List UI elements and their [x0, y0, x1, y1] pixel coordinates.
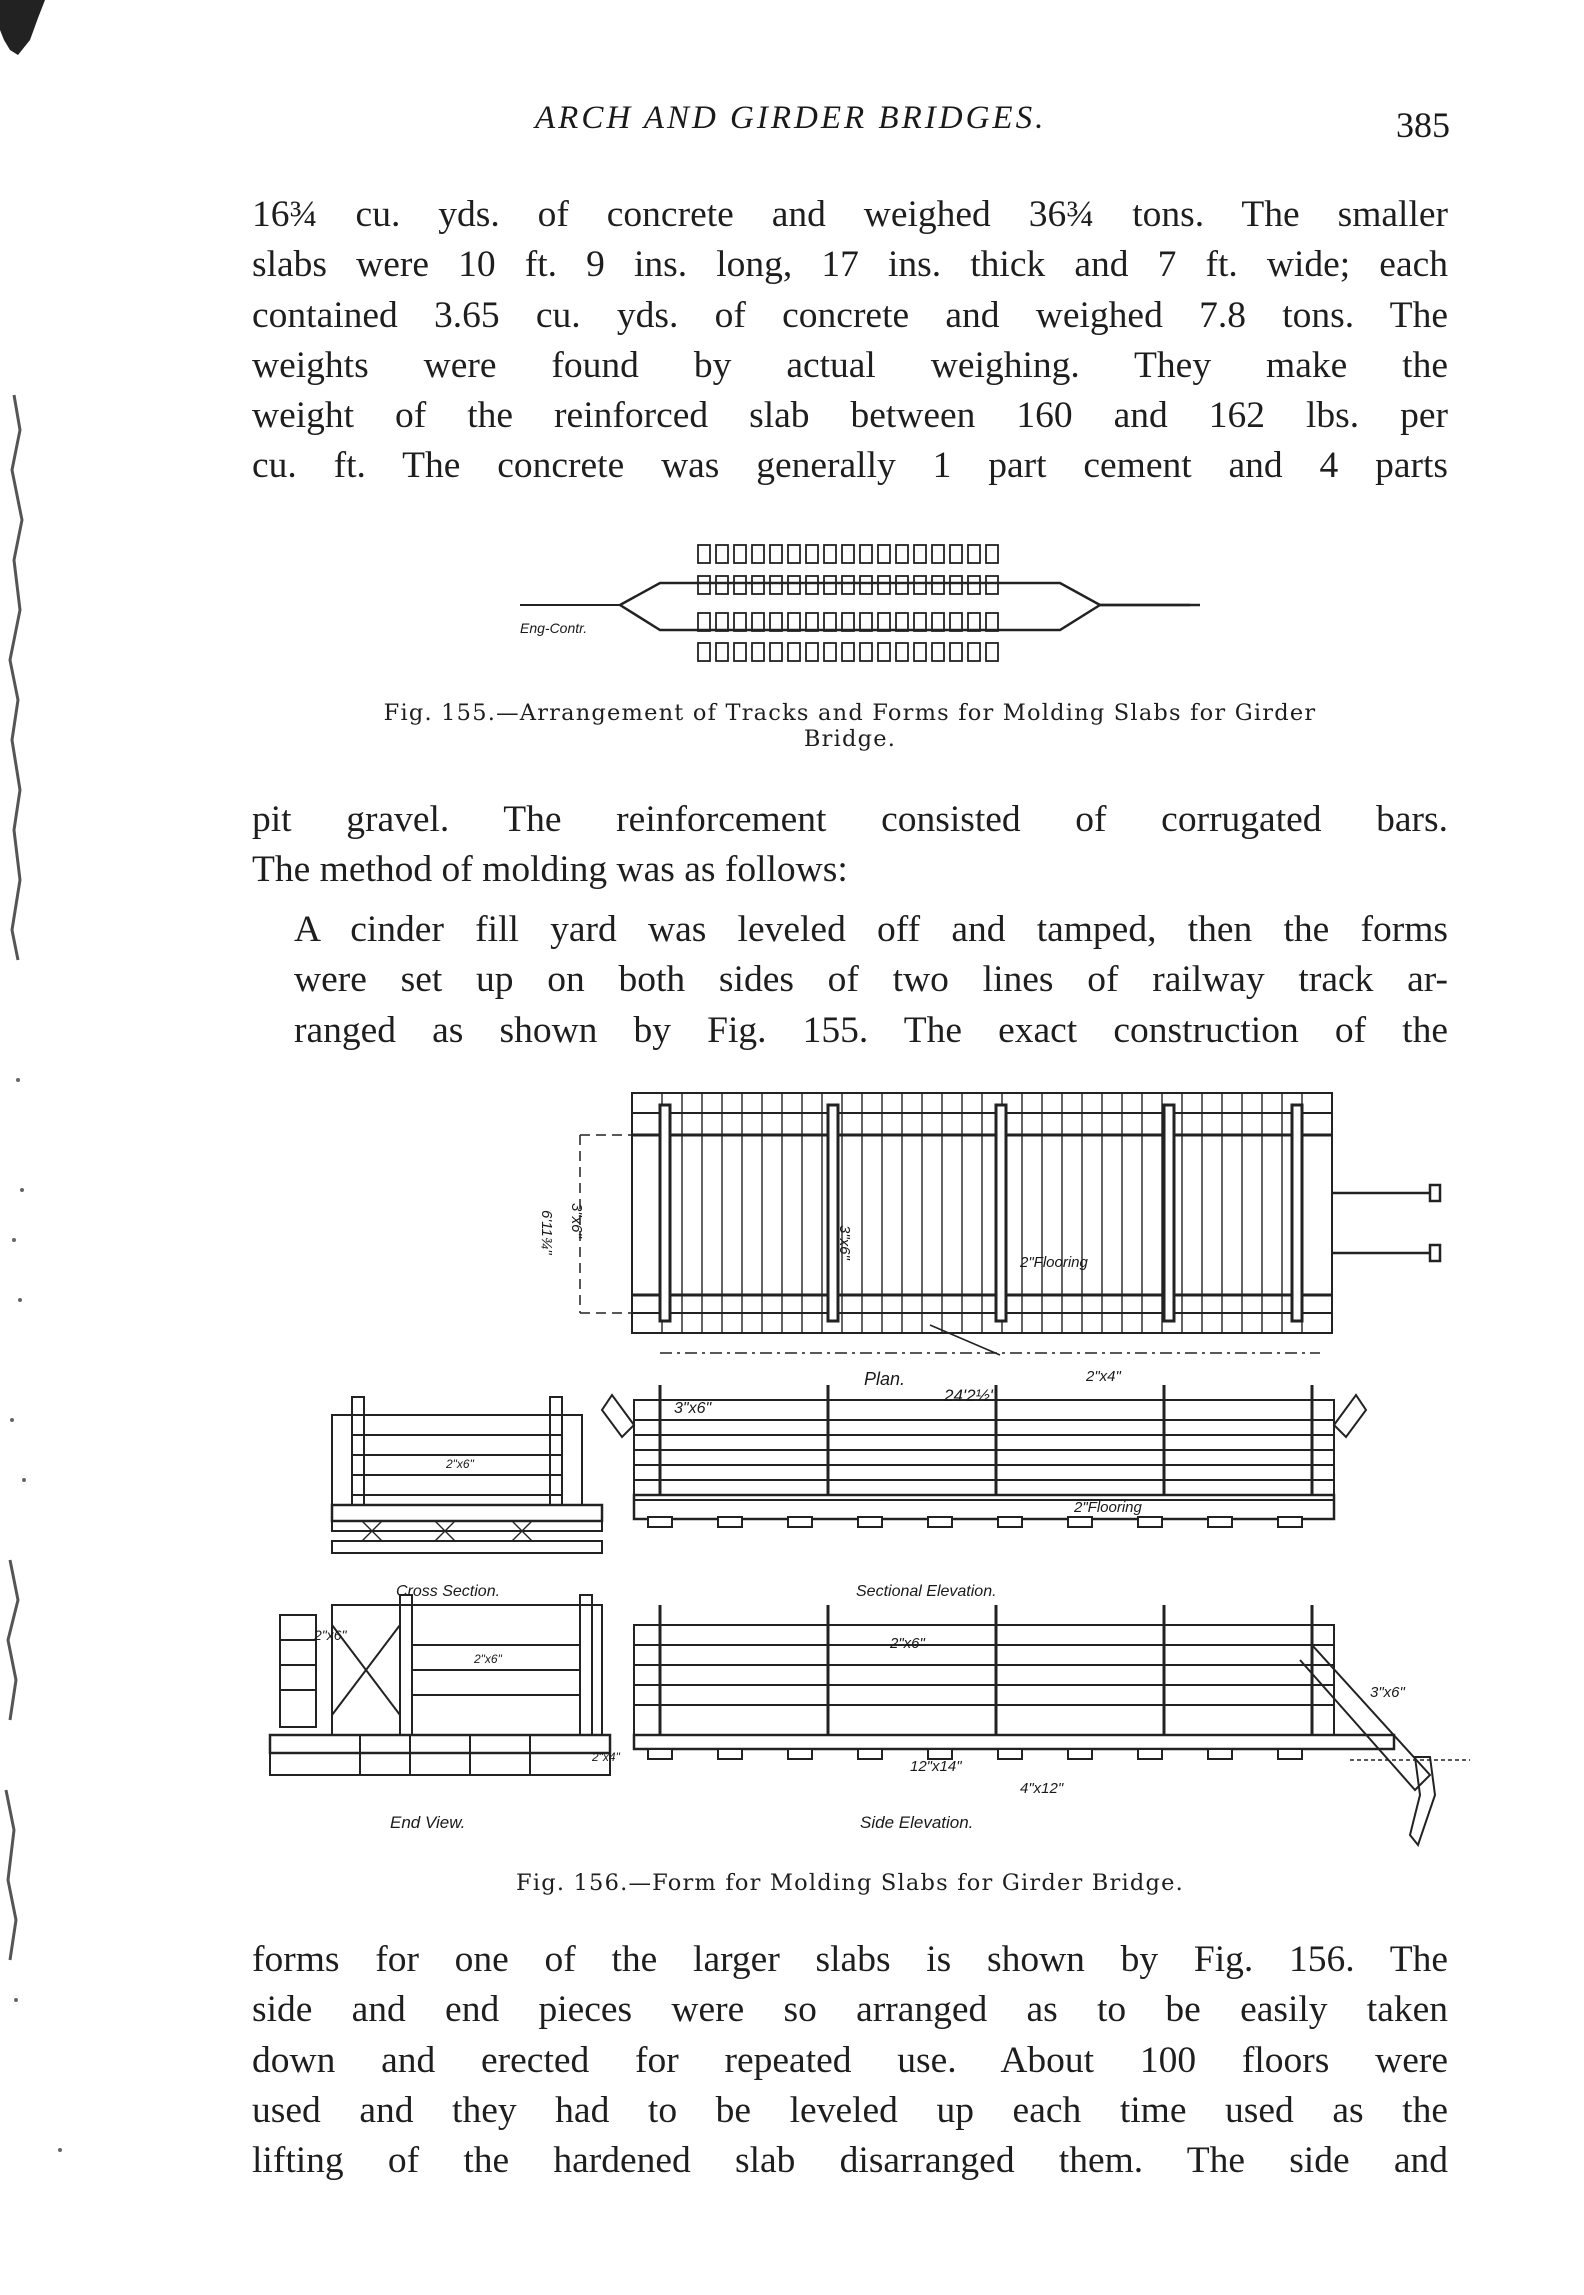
running-title: ARCH AND GIRDER BRIDGES. [535, 100, 1047, 136]
label-2x4: 2"x4" [1086, 1368, 1121, 1385]
label-end-view: End View. [390, 1813, 466, 1832]
label-2x4-end: 2"x4" [592, 1750, 620, 1764]
text-line: pit gravel. The reinforcement consisted of corrugated bars. [252, 799, 1448, 840]
label-3x6-b: 3"x6" [836, 1225, 853, 1260]
figure-155-diagram [500, 535, 1200, 675]
paragraph-3 [252, 905, 1448, 1056]
label-cross-section: Cross Section. [396, 1583, 501, 1600]
figure-155-label: Eng-Contr. [520, 620, 588, 636]
label-2x6-end-a: 2"x6" [314, 1627, 347, 1643]
label-12x14: 12"x14" [910, 1758, 962, 1775]
paragraph-1 [252, 190, 1448, 492]
label-flooring-section: 2"Flooring [1074, 1499, 1142, 1516]
text-line: ranged as shown by Fig. 155. The exact construction of the [294, 1009, 1448, 1051]
label-4x12: 4"x12" [1020, 1780, 1064, 1797]
label-2x6-cross: 2"x6" [446, 1457, 474, 1471]
text-line: side and end pieces were so arranged as to be easily taken [252, 1989, 1448, 2031]
plan-view [580, 1093, 1440, 1355]
scan-edge-marks [0, 0, 90, 2295]
side-elevation-view [634, 1605, 1470, 1845]
text-line: used and they had to be leveled up each time used as the [252, 2089, 1448, 2131]
figure-155-caption [252, 700, 1448, 752]
paragraph-4 [252, 1935, 1448, 2186]
text-line: contained 3.65 cu. yds. of concrete and weighed 7.8 tons. The [252, 294, 1448, 336]
end-view [270, 1595, 610, 1775]
text-line: The method of molding was as follows: [252, 849, 848, 891]
text-line: 16¾ cu. yds. of concrete and weighed 36¾ tons. The smaller [252, 194, 1448, 235]
label-3x6-c: 3"x6" [674, 1400, 712, 1417]
label-height: 6'11¾" [538, 1210, 555, 1255]
running-head [240, 100, 1450, 150]
label-3x6-side: 3"x6" [1370, 1684, 1405, 1701]
label-3x6-a: 3"x6" [568, 1203, 585, 1238]
text-line: lifting of the hardened slab disarranged them. The side and [252, 2140, 1448, 2182]
paragraph-2 [252, 795, 1448, 896]
text-line: weight of the reinforced slab between 160 and 162 lbs. per [252, 395, 1448, 437]
label-flooring-plan: 2"Flooring [1020, 1254, 1088, 1271]
figure-156-diagram [250, 1085, 1470, 1855]
caption-line: Bridge. [803, 726, 897, 752]
label-side-elevation: Side Elevation. [860, 1813, 974, 1832]
label-length: 24'2½" [944, 1386, 996, 1405]
label-2x6-side: 2"x6" [890, 1635, 925, 1652]
text-line: slabs were 10 ft. 9 ins. long, 17 ins. thick and 7 ft. wide; each [252, 244, 1448, 286]
sectional-elevation-view [602, 1385, 1366, 1527]
text-line: A cinder fill yard was leveled off and tamped, then the forms [294, 909, 1448, 950]
figure-156-caption: Fig. 156.—Form for Molding Slabs for Girder Bridge. [516, 1870, 1184, 1896]
text-line: forms for one of the larger slabs is shown by Fig. 156. The [252, 1939, 1448, 1980]
text-line: were set up on both sides of two lines of railway track ar- [294, 959, 1448, 1001]
label-2x6-end-b: 2"x6" [474, 1652, 502, 1666]
label-sectional-elevation: Sectional Elevation. [856, 1583, 997, 1600]
page-number: 385 [1396, 105, 1450, 145]
label-plan: Plan. [864, 1369, 906, 1389]
text-line: cu. ft. The concrete was generally 1 part cement and 4 parts [252, 445, 1448, 487]
text-line: down and erected for repeated use. About 100 floors were [252, 2039, 1448, 2081]
text-line: weights were found by actual weighing. They make the [252, 344, 1448, 386]
caption-line: Fig. 155.—Arrangement of Tracks and Forms for Molding Slabs for Girder [383, 700, 1317, 726]
cross-section-view [332, 1397, 602, 1553]
